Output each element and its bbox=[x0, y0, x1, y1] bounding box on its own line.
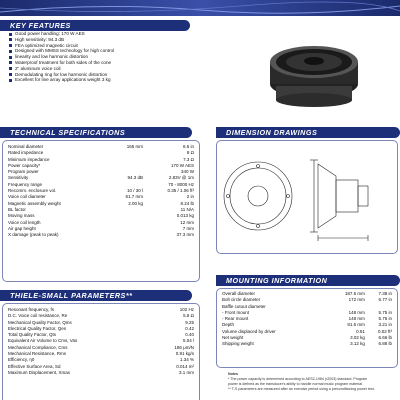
table-row: Shipping weight 3.12 kg 6.88 lb bbox=[222, 341, 392, 347]
speaker-product-photo bbox=[228, 22, 396, 114]
mounting-information-header: MOUNTING INFORMATION bbox=[216, 275, 400, 286]
table-row: Power capacity* 170 W AES bbox=[8, 162, 194, 168]
table-row: Bolt circle diameter 172 mm 6.77 in bbox=[222, 297, 392, 303]
table-row: Mechanical Quality Factor, Qms 9.25 bbox=[8, 319, 194, 325]
dimension-drawings-header: DIMENSION DRAWINGS bbox=[216, 127, 400, 138]
feature-item: FEA optimized magnetic circuit bbox=[8, 43, 188, 49]
table-row: D.C. Voice coil resistance, Re 5.8 Ω bbox=[8, 313, 194, 319]
table-row: Baffle cutout diameter bbox=[222, 303, 266, 309]
table-row: Overall diameter 187.5 mm 7.38 in bbox=[222, 291, 392, 296]
key-features-list bbox=[8, 31, 188, 83]
table-row: Sensitivity 94.3 dB 2.83V @ 1m bbox=[8, 175, 194, 181]
feature-item: linearity and low harmonic distortion bbox=[8, 54, 188, 60]
mounting-information-table bbox=[222, 291, 392, 348]
feature-item: High sensitivity: 94.3 dB bbox=[8, 37, 188, 43]
feature-item: Waterproof treatment for both sides of the cone bbox=[8, 60, 188, 66]
table-row: Program power 340 W bbox=[8, 169, 194, 175]
table-row: BL factor 11 N/A bbox=[8, 206, 194, 212]
table-row: Minimum impedance 7.3 Ω bbox=[8, 156, 194, 162]
table-row: Effective Surface Area, Sd 0.014 m² bbox=[8, 363, 194, 369]
table-row: Frequency range 70 - 8000 Hz bbox=[8, 181, 194, 187]
feature-item: Designed with MMSS technology for high control bbox=[8, 48, 188, 54]
note-line: power is defined as the transducer's ability to handle normal music program material. bbox=[228, 382, 363, 386]
table-row: Mechanical Compliance, Cms 186 μm/N bbox=[8, 344, 194, 350]
feature-item: Good power handling: 170 W AES bbox=[8, 31, 188, 37]
table-row: Rated impedance 8 Ω bbox=[8, 150, 194, 156]
table-row: Recomm. enclosure vol. 10 / 30 l 0.35 / 1.06 ft³ bbox=[8, 188, 194, 194]
feature-item: Excellent for line array applications weight 3 kg bbox=[8, 77, 188, 83]
table-row: Maximum Displacement, Xmax 3.1 mm bbox=[8, 369, 194, 375]
table-row: Moving mass 0.013 kg bbox=[8, 213, 194, 219]
table-row: Voice coil length 12 mm bbox=[8, 219, 194, 225]
table-row: - Front mount 148 mm 5.75 in bbox=[222, 309, 392, 315]
table-row: Depth 81.5 mm 3.21 in bbox=[222, 322, 392, 328]
table-row: Nominal diameter 165 mm 6.5 in bbox=[8, 144, 194, 149]
feature-item: 2" aluminum voice coil bbox=[8, 66, 188, 72]
key-features-header: KEY FEATURES bbox=[0, 20, 190, 31]
table-row: Equivalent Air Volume to Cms, Vas 5.04 l bbox=[8, 338, 194, 344]
thiele-small-table bbox=[8, 307, 194, 376]
table-row: Electrical Quality Factor, Qes 0.42 bbox=[8, 325, 194, 331]
note-line: ** T-S parameters are measured after an exercise period using a preconditioning power test. bbox=[228, 387, 375, 391]
table-row: Net weight 3.02 kg 6.66 lb bbox=[222, 335, 392, 341]
dimension-drawing bbox=[218, 142, 394, 250]
table-row: Voice coil diameter 51.7 mm 2 in bbox=[8, 194, 194, 200]
thiele-small-header: THIELE-SMALL PARAMETERS** bbox=[0, 290, 192, 301]
table-row: Air gap height 7 mm bbox=[8, 225, 194, 231]
table-row: Mechanical Resistance, Rms 0.91 kg/s bbox=[8, 351, 194, 357]
table-row: Efficiency, η0 1.34 % bbox=[8, 357, 194, 363]
notes-section bbox=[228, 372, 396, 392]
table-row: Magnetic assembly weight 2.00 kg 8.24 lb bbox=[8, 200, 194, 206]
banner-wave-graphic bbox=[0, 0, 400, 16]
table-row: Resonant frequency, fs 102 Hz bbox=[8, 307, 194, 312]
table-row: - Rear mount 148 mm 5.75 in bbox=[222, 316, 392, 322]
note-line: * The power capacity is determined according to AES2-1984 (r2003) standard. Program bbox=[228, 377, 368, 381]
table-row: X damage (peak to peak) 37.3 mm bbox=[8, 232, 194, 238]
table-row: Total Quality Factor, Qts 0.40 bbox=[8, 332, 194, 338]
table-row: Volume displaced by driver 0.51 0.02 ft³ bbox=[222, 328, 392, 334]
notes-title: Notes bbox=[228, 372, 238, 376]
top-banner bbox=[0, 0, 400, 16]
feature-item: Demodulating ring for low harmonic distortion bbox=[8, 72, 188, 78]
technical-specifications-table bbox=[8, 144, 194, 238]
technical-specifications-header: TECHNICAL SPECIFICATIONS bbox=[0, 127, 192, 138]
